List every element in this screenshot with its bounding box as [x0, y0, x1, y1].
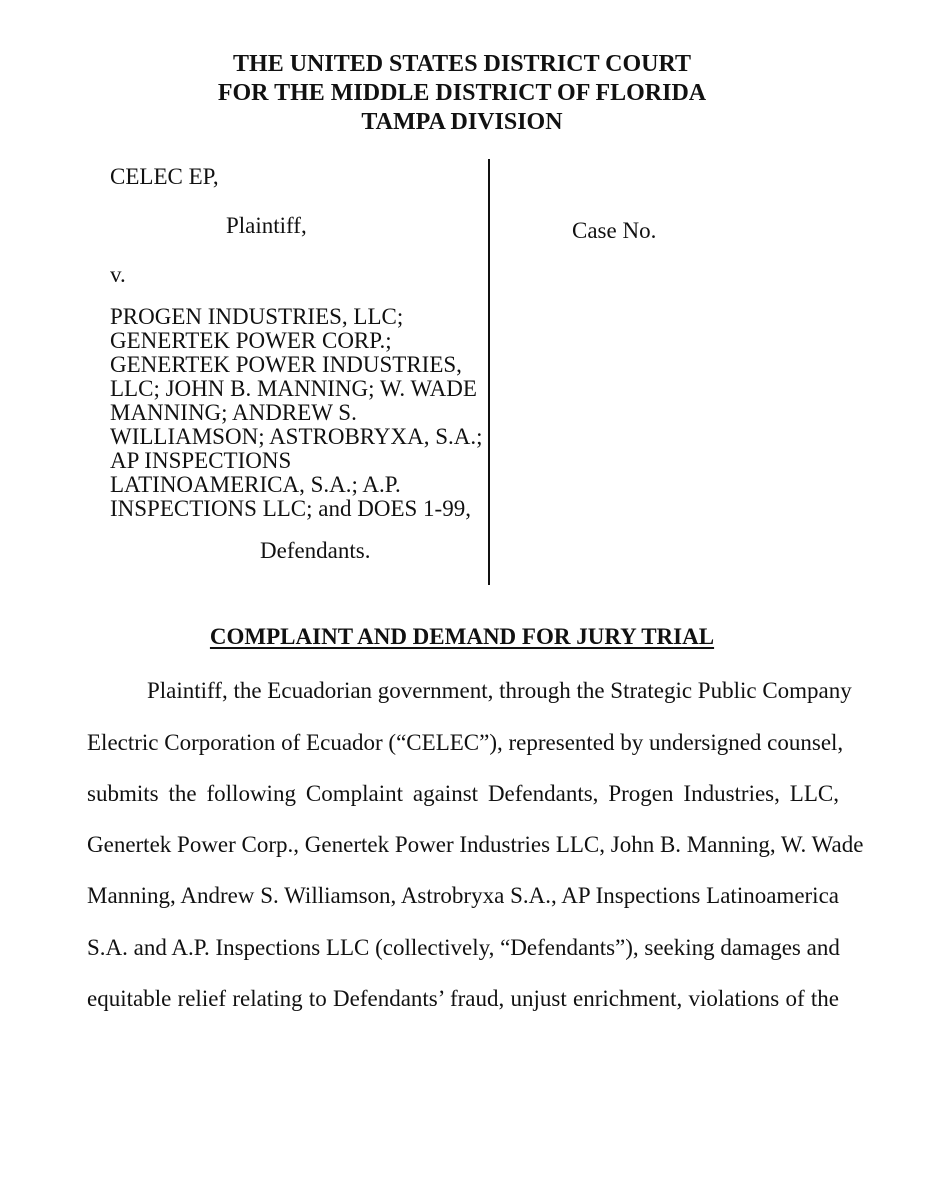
body-paragraph-line: Genertek Power Corp., Genertek Power Industries LLC, John B. Manning, W. Wade	[87, 832, 864, 857]
court-heading	[0, 50, 924, 137]
defendants-line: LLC; JOHN B. MANNING; W. WADE	[110, 376, 477, 401]
defendants-line: GENERTEK POWER CORP.;	[110, 328, 392, 353]
document-title-text: COMPLAINT AND DEMAND FOR JURY TRIAL	[209, 624, 715, 649]
plaintiff-name: CELEC EP,	[110, 164, 219, 189]
court-heading-line-3: TAMPA DIVISION	[361, 109, 563, 135]
defendants-line: GENERTEK POWER INDUSTRIES,	[110, 352, 462, 377]
case-number-label: Case No.	[572, 218, 657, 243]
document-title	[0, 624, 924, 650]
body-paragraph-line: S.A. and A.P. Inspections LLC (collectively, “Defendants”), seeking damages and	[87, 935, 840, 960]
caption-divider	[488, 159, 490, 585]
versus-label: v.	[110, 262, 126, 287]
defendants-line: AP INSPECTIONS	[110, 448, 292, 473]
defendants-line: WILLIAMSON; ASTROBRYXA, S.A.;	[110, 424, 483, 449]
court-heading-line-1: THE UNITED STATES DISTRICT COURT	[233, 51, 691, 77]
plaintiff-role: Plaintiff,	[226, 213, 307, 238]
defendants-line: LATINOAMERICA, S.A.; A.P.	[110, 472, 401, 497]
body-paragraph-line: submits the following Complaint against Defendants, Progen Industries, LLC,	[87, 781, 839, 806]
body-paragraph-line: equitable relief relating to Defendants’ fraud, unjust enrichment, violations of the	[87, 986, 839, 1011]
defendants-line: INSPECTIONS LLC; and DOES 1-99,	[110, 496, 471, 521]
body-paragraph-line: Plaintiff, the Ecuadorian government, through the Strategic Public Company	[147, 678, 852, 703]
defendants-list	[110, 305, 490, 521]
court-heading-line-2: FOR THE MIDDLE DISTRICT OF FLORIDA	[217, 80, 707, 106]
body-paragraph-line: Electric Corporation of Ecuador (“CELEC”), represented by undersigned counsel,	[87, 730, 844, 755]
defendants-line: MANNING; ANDREW S.	[110, 400, 357, 425]
defendants-role: Defendants.	[260, 538, 371, 563]
defendants-line: PROGEN INDUSTRIES, LLC;	[110, 304, 404, 329]
body-paragraph-line: Manning, Andrew S. Williamson, Astrobryxa S.A., AP Inspections Latinoamerica	[87, 883, 839, 908]
